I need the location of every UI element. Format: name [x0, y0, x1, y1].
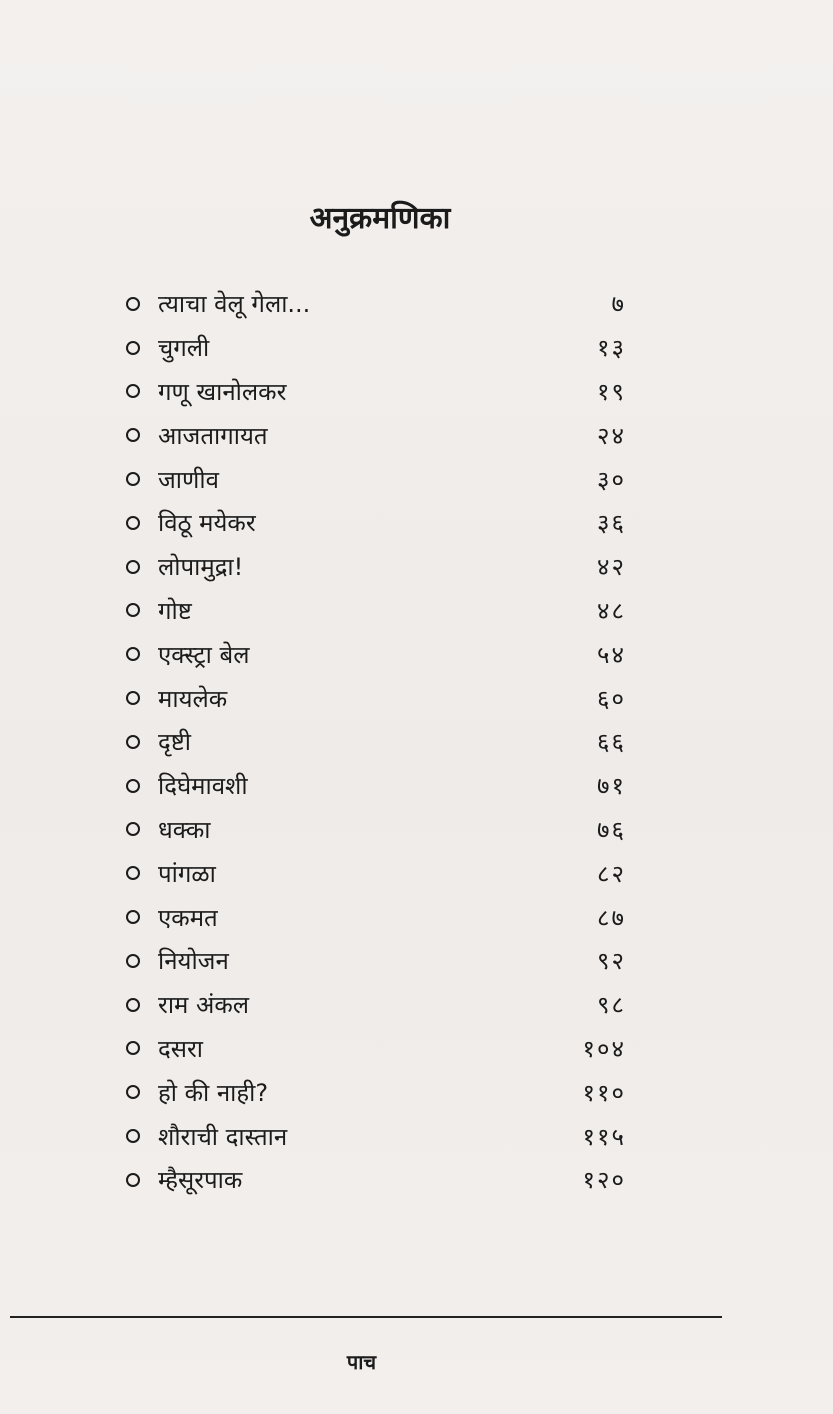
- toc-entry: [126, 895, 626, 939]
- toc-entry-page: ११५: [582, 1122, 626, 1151]
- toc-entry: [126, 676, 626, 720]
- toc-entry: [126, 326, 626, 370]
- toc-entry-title: एकमत: [158, 903, 218, 932]
- toc-entry-page: ९२: [597, 947, 626, 976]
- toc-entry-title: आजतागायत: [158, 421, 268, 450]
- toc-entry: [126, 501, 626, 545]
- toc-entry: [126, 632, 626, 676]
- toc-entry: [126, 764, 626, 808]
- circle-bullet-icon: [126, 603, 140, 617]
- circle-bullet-icon: [126, 647, 140, 661]
- circle-bullet-icon: [126, 341, 140, 355]
- toc-entry: [126, 720, 626, 764]
- toc-entry-page: ५४: [597, 640, 626, 669]
- toc-entry-title: विठू मयेकर: [158, 509, 256, 538]
- toc-entry-page: ७१: [597, 772, 626, 801]
- circle-bullet-icon: [126, 910, 140, 924]
- toc-entry: [126, 851, 626, 895]
- toc-entry-title: मायलेक: [158, 684, 228, 713]
- toc-entry-page: १२०: [582, 1166, 626, 1195]
- toc-entry-title: म्हैसूरपाक: [158, 1166, 243, 1195]
- toc-entry: [126, 457, 626, 501]
- toc-entry-page: ६०: [597, 684, 626, 713]
- circle-bullet-icon: [126, 691, 140, 705]
- toc-entry: [126, 1070, 626, 1114]
- circle-bullet-icon: [126, 954, 140, 968]
- toc-entry-title: जाणीव: [158, 465, 219, 494]
- page-title: अनुक्रमणिका: [309, 201, 451, 236]
- toc-entry-title: हो की नाही?: [158, 1078, 269, 1107]
- circle-bullet-icon: [126, 735, 140, 749]
- toc-entry-title: गोष्ट: [158, 596, 192, 625]
- circle-bullet-icon: [126, 297, 140, 311]
- toc-entry-title: त्याचा वेलू गेला...: [158, 290, 311, 319]
- toc-entry-title: राम अंकल: [158, 991, 250, 1020]
- toc-entry-page: ८७: [597, 903, 626, 932]
- circle-bullet-icon: [126, 1041, 140, 1055]
- toc-entry-page: ७६: [597, 815, 626, 844]
- toc-entry-page: ४२: [597, 553, 626, 582]
- toc-entry: [126, 1114, 626, 1158]
- toc-entry: [126, 1158, 626, 1202]
- circle-bullet-icon: [126, 516, 140, 530]
- toc-entry-title: गणू खानोलकर: [158, 377, 287, 406]
- circle-bullet-icon: [126, 779, 140, 793]
- toc-entry-page: १०४: [582, 1034, 626, 1063]
- circle-bullet-icon: [126, 384, 140, 398]
- circle-bullet-icon: [126, 866, 140, 880]
- toc-entry: [126, 413, 626, 457]
- toc-entry-page: ११०: [582, 1078, 626, 1107]
- toc-entry: [126, 370, 626, 414]
- toc-entry-title: दसरा: [158, 1034, 203, 1063]
- circle-bullet-icon: [126, 1085, 140, 1099]
- toc-entry-title: चुगली: [158, 334, 210, 363]
- circle-bullet-icon: [126, 428, 140, 442]
- toc-entry: [126, 545, 626, 589]
- toc-entry: [126, 282, 626, 326]
- circle-bullet-icon: [126, 472, 140, 486]
- toc-entry-title: नियोजन: [158, 947, 229, 976]
- toc-entry: [126, 983, 626, 1027]
- toc-entry-title: धक्का: [158, 815, 211, 844]
- circle-bullet-icon: [126, 998, 140, 1012]
- toc-entry-page: १९: [597, 377, 626, 406]
- toc-entry-page: २४: [597, 421, 626, 450]
- toc-entry: [126, 939, 626, 983]
- circle-bullet-icon: [126, 1129, 140, 1143]
- circle-bullet-icon: [126, 1173, 140, 1187]
- circle-bullet-icon: [126, 822, 140, 836]
- toc-entry-page: ९८: [597, 991, 626, 1020]
- toc-entry: [126, 589, 626, 633]
- toc-entry-page: ३६: [597, 509, 626, 538]
- toc-entry-page: १३: [597, 334, 626, 363]
- footer-rule: [10, 1316, 722, 1318]
- toc-entry: [126, 808, 626, 852]
- toc-entry-page: ८२: [597, 859, 626, 888]
- toc-entry-page: ७: [611, 290, 626, 319]
- toc-entry: [126, 1027, 626, 1071]
- table-of-contents: [126, 282, 626, 1202]
- toc-entry-title: शौराची दास्तान: [158, 1122, 288, 1151]
- toc-entry-page: ४८: [597, 596, 626, 625]
- page-number: पाच: [346, 1350, 377, 1374]
- toc-entry-title: एक्स्ट्रा बेल: [158, 640, 250, 669]
- toc-entry-page: ३०: [597, 465, 626, 494]
- toc-entry-page: ६६: [597, 728, 626, 757]
- toc-entry-title: दृष्टी: [158, 728, 191, 757]
- circle-bullet-icon: [126, 560, 140, 574]
- toc-entry-title: पांगळा: [158, 859, 216, 888]
- toc-entry-title: लोपामुद्रा!: [158, 553, 244, 582]
- toc-entry-title: दिघेमावशी: [158, 772, 248, 801]
